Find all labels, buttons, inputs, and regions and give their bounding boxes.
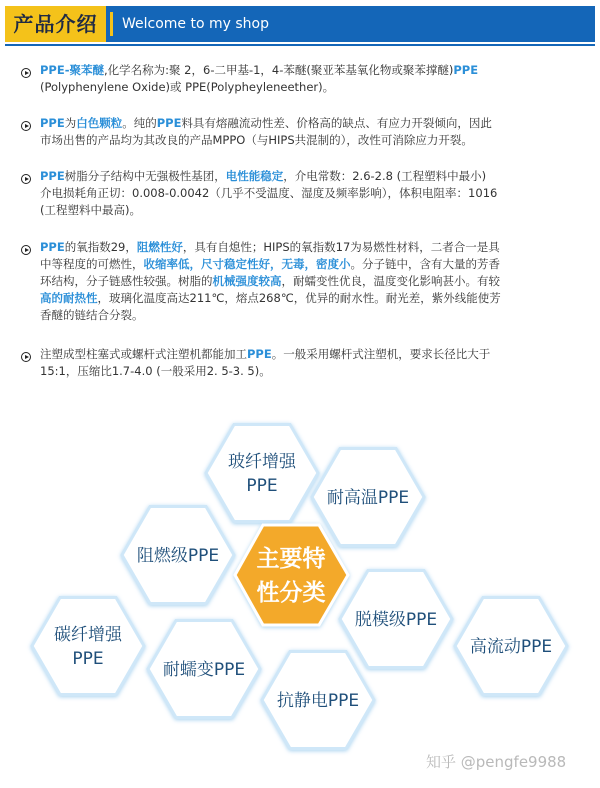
paragraph-line bbox=[40, 290, 560, 307]
bullet-arrow-icon bbox=[21, 121, 31, 131]
hex-label: PPE bbox=[246, 476, 278, 496]
hex-shape bbox=[32, 598, 144, 695]
hex-cell bbox=[312, 449, 424, 546]
bullet-arrow-icon bbox=[21, 352, 31, 362]
highlighted-text: PPE-聚苯醚 bbox=[40, 63, 104, 77]
paragraph-line bbox=[40, 202, 560, 219]
paragraph-line bbox=[40, 307, 560, 324]
body-text: 市场出售的产品均为其改良的产品MPPO（与HIPS共混制的），改性可消除应力开裂。 bbox=[40, 133, 473, 147]
highlighted-text: PPE bbox=[247, 347, 272, 361]
body-text: 树脂分子结构中无强极性基团， bbox=[64, 169, 226, 183]
highlighted-text: PPE bbox=[40, 116, 65, 130]
paragraph-line bbox=[40, 168, 560, 185]
body-text: 香醚的链结合分裂。 bbox=[40, 308, 144, 322]
paragraph-definition bbox=[40, 62, 560, 96]
body-text: 15:1，压缩比1.7-4.0 (一般采用2. 5-3. 5)。 bbox=[40, 364, 271, 378]
body-text: ，玻璃化温度高达211℃，熔点268℃，优异的耐水性。耐光差，紫外线能使芳 bbox=[97, 291, 501, 305]
hex-cell bbox=[32, 598, 144, 695]
paragraph-appearance bbox=[40, 115, 560, 149]
bullet-arrow-icon bbox=[21, 174, 31, 184]
body-text: ，具有自熄性；HIPS的氧指数17为易燃性材料，二者合一是具 bbox=[182, 240, 500, 254]
body-text: ，耐蠕变性优良，温度变化影响甚小。有较 bbox=[281, 274, 500, 288]
section-header bbox=[0, 0, 600, 48]
hexagon-diagram bbox=[0, 380, 600, 770]
bullet-arrow-icon bbox=[21, 245, 31, 255]
body-text: 为 bbox=[64, 116, 77, 130]
hex-label: 抗静电PPE bbox=[276, 691, 360, 711]
body-text: ,化学名称为:聚 2，6-二甲基-1，4-苯醚(聚亚苯基氧化物或聚苯撑醚) bbox=[104, 63, 454, 77]
body-text: 。一般采用螺杆式注塑机，要求长径比大于 bbox=[271, 347, 491, 361]
highlighted-text: 白色颗粒 bbox=[76, 116, 123, 130]
highlighted-text: 高的耐热性 bbox=[40, 291, 98, 305]
hex-cell bbox=[455, 598, 567, 695]
hex-label: 高流动PPE bbox=[469, 637, 553, 657]
header-subtitle: Welcome to my shop bbox=[122, 16, 269, 32]
paragraph-line bbox=[40, 79, 560, 96]
body-text: 环结构，分子链感性较强。树脂的 bbox=[40, 274, 213, 288]
hex-cell bbox=[122, 507, 234, 604]
watermark: 知乎 @pengfe9988 bbox=[426, 753, 567, 771]
body-text: 。分子链中，含有大量的芳香 bbox=[350, 257, 500, 271]
paragraph-line bbox=[40, 273, 560, 290]
hex-cell bbox=[262, 652, 374, 749]
highlighted-text: PPE bbox=[40, 240, 65, 254]
hex-label: 阻燃级PPE bbox=[136, 546, 220, 566]
paragraph-line bbox=[40, 185, 560, 202]
hex-cell bbox=[206, 425, 318, 522]
paragraph-flame-retardant bbox=[40, 239, 560, 324]
paragraph-line bbox=[40, 363, 560, 380]
bullet-arrow-icon bbox=[21, 68, 31, 78]
hex-label: 碳纤增强 bbox=[54, 625, 122, 645]
paragraph-line bbox=[40, 256, 560, 273]
body-text: (Polyphenylene Oxide)或 PPE(Polypheyleneether)。 bbox=[40, 80, 335, 94]
highlighted-text: 电性能稳定 bbox=[225, 169, 284, 183]
center-hexagon bbox=[235, 525, 348, 625]
body-text: 。纯的 bbox=[122, 116, 157, 130]
paragraph-line bbox=[40, 239, 560, 256]
hex-label: 耐高温PPE bbox=[326, 488, 410, 508]
header-accent-bar bbox=[110, 12, 113, 36]
paragraph-line bbox=[40, 132, 560, 149]
highlighted-text: PPE bbox=[453, 63, 479, 77]
body-text: 介电损耗角正切：0.008-0.0042（几乎不受温度、湿度及频率影响），体积电阻率：1016 bbox=[40, 186, 498, 200]
center-label-line2: 性分类 bbox=[256, 580, 326, 606]
section-title: 产品介绍 bbox=[5, 6, 106, 42]
hex-cell bbox=[148, 621, 260, 718]
body-text: (工程塑料中最高)。 bbox=[40, 203, 141, 217]
hex-label: PPE bbox=[72, 649, 104, 669]
body-text: ，介电常数：2.6-2.8 (工程塑料中最小) bbox=[283, 169, 487, 183]
hex-label: 脱模级PPE bbox=[354, 610, 438, 630]
hex-label: 耐蠕变PPE bbox=[162, 660, 246, 680]
body-text: 注塑成型柱塞式或螺杆式注塑机都能加工 bbox=[40, 347, 247, 361]
paragraph-electrical bbox=[40, 168, 560, 219]
hex-label: 玻纤增强 bbox=[228, 452, 296, 472]
paragraph-line bbox=[40, 346, 560, 363]
paragraph-processing bbox=[40, 346, 560, 380]
highlighted-text: PPE bbox=[156, 116, 182, 130]
highlighted-text: 机械强度较高 bbox=[212, 274, 282, 288]
body-text: 中等程度的可燃性， bbox=[40, 257, 144, 271]
highlighted-text: PPE bbox=[40, 169, 65, 183]
paragraph-line bbox=[40, 115, 560, 132]
center-label-line1: 主要特 bbox=[256, 546, 326, 572]
body-text: 的氧指数29， bbox=[64, 240, 137, 254]
highlighted-text: 阻燃性好 bbox=[136, 240, 183, 254]
hex-cell bbox=[340, 571, 452, 668]
paragraph-line bbox=[40, 62, 560, 79]
hex-shape bbox=[206, 425, 318, 522]
body-text: 料具有熔融流动性差、价格高的缺点、有应力开裂倾向，因此 bbox=[181, 116, 492, 130]
header-divider bbox=[5, 44, 595, 46]
highlighted-text: 收缩率低，尺寸稳定性好，无毒，密度小 bbox=[143, 257, 351, 271]
